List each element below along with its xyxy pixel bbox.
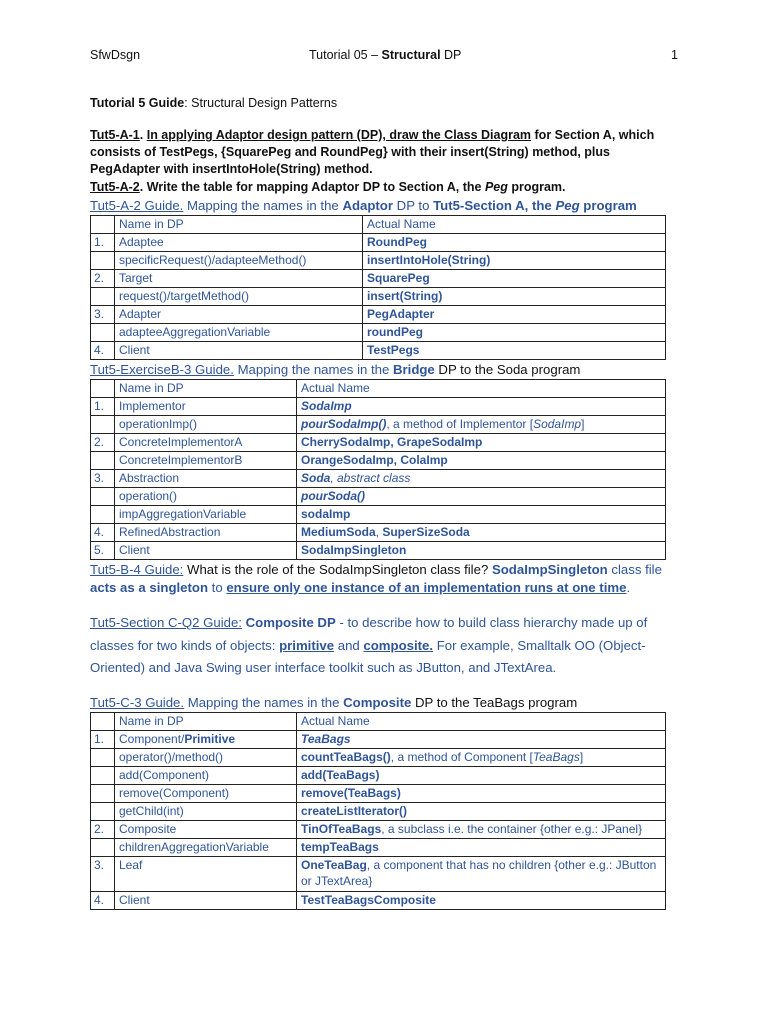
table-row: 1. Component/Primitive TeaBags [91, 731, 666, 749]
table-row: 1. Adaptee RoundPeg [91, 234, 666, 252]
table-row: 4. Client TestTeaBagsComposite [91, 892, 666, 910]
table-row: 3. Adapter PegAdapter [91, 306, 666, 324]
table-row: 2. ConcreteImplementorA CherrySodaImp, GrapeSodaImp [91, 434, 666, 452]
table-row: 3. Abstraction Soda, abstract class [91, 470, 666, 488]
table-row: operator()/method() countTeaBags(), a method of Component [TeaBags] [91, 749, 666, 767]
header-left: SfwDsgn [90, 48, 141, 62]
table-row: 2. Target SquarePeg [91, 270, 666, 288]
header-center: Tutorial 05 – Structural DP [309, 48, 462, 62]
table-row: adapteeAggregationVariable roundPeg [91, 324, 666, 342]
guide-a2-heading: Tut5-A-2 Guide. Mapping the names in the Adaptor DP to Tut5-Section A, the Peg program [90, 198, 637, 213]
table-row: 1. Implementor SodaImp [91, 398, 666, 416]
table-header-row: Name in DP Actual Name [91, 216, 666, 234]
table-row: operation() pourSoda() [91, 488, 666, 506]
table-row: remove(Component) remove(TeaBags) [91, 785, 666, 803]
table-row: 3. Leaf OneTeaBag, a component that has no children {other e.g.: JButton or JTextArea} [91, 857, 666, 892]
question-a2: Tut5-A-2. Write the table for mapping Adaptor DP to Section A, the Peg program. [90, 180, 566, 194]
table-row: impAggregationVariable sodaImp [91, 506, 666, 524]
table-row: getChild(int) createListIterator() [91, 803, 666, 821]
guide-c3-heading: Tut5-C-3 Guide. Mapping the names in the Composite DP to the TeaBags program [90, 695, 578, 710]
page-title: Tutorial 5 Guide: Structural Design Patterns [90, 96, 338, 110]
table-row: add(Component) add(TeaBags) [91, 767, 666, 785]
guide-b4: Tut5-B-4 Guide: What is the role of the SodaImpSingleton class file? SodaImpSingleton class file acts as a singleton to ensure only one instance of an implementation runs at one time. [90, 562, 662, 595]
table-row: request()/targetMethod() insert(String) [91, 288, 666, 306]
table-row: ConcreteImplementorB OrangeSodaImp, ColaImp [91, 452, 666, 470]
table-header-row: Name in DP Actual Name [91, 380, 666, 398]
page-header [90, 48, 678, 64]
table-row: specificRequest()/adapteeMethod() insertIntoHole(String) [91, 252, 666, 270]
table-row: 5. Client SodaImpSingleton [91, 542, 666, 560]
table-adaptor-mapping [90, 215, 666, 360]
page-number: 1 [671, 48, 678, 62]
table-bridge-mapping [90, 379, 666, 560]
table-header-row: Name in DP Actual Name [91, 713, 666, 731]
guide-c2: Tut5-Section C-Q2 Guide: Composite DP - to describe how to build class hierarchy made up of classes for two kinds of objects: primitive and composite. For example, Smalltalk OO (Object-Oriented) and Java Swing user interface toolkit such as JButton, and JTextArea. [90, 615, 648, 675]
guide-b3-heading: Tut5-ExerciseB-3 Guide. Mapping the names in the Bridge DP to the Soda program [90, 362, 581, 377]
table-row: 2. Composite TinOfTeaBags, a subclass i.e. the container {other e.g.: JPanel} [91, 821, 666, 839]
table-row: childrenAggregationVariable tempTeaBags [91, 839, 666, 857]
question-a1: Tut5-A-1. In applying Adaptor design pattern (DP), draw the Class Diagram for Section A, which consists of TestPegs, {SquarePeg and RoundPeg} with their insert(String) method, plus PegAdapter with insertIntoHole(String) method. [90, 128, 655, 176]
table-row: 4. RefinedAbstraction MediumSoda, SuperSizeSoda [91, 524, 666, 542]
table-row: 4. Client TestPegs [91, 342, 666, 360]
table-composite-mapping [90, 712, 666, 910]
table-row: operationImp() pourSodaImp(), a method of Implementor [SodaImp] [91, 416, 666, 434]
